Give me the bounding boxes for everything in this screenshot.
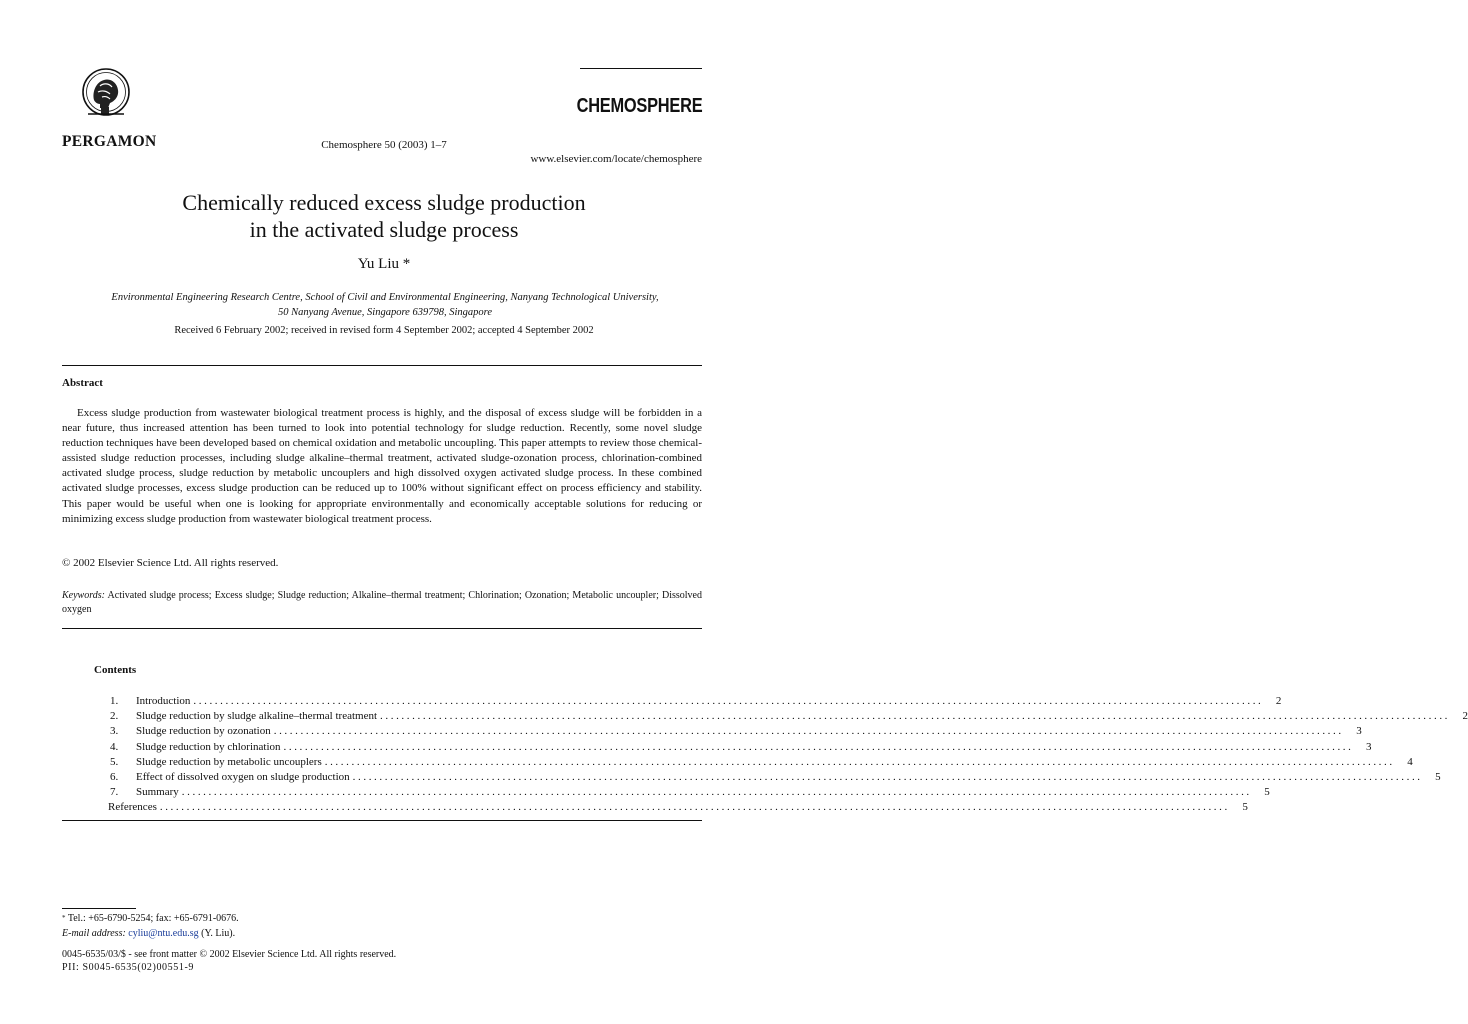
divider: [62, 365, 702, 366]
toc-leader: ........................................................................................................................................................................................................: [324, 755, 1395, 768]
toc-number: 7.: [110, 786, 119, 799]
toc-item[interactable]: [110, 740, 1372, 755]
email-suffix: (Y. Liu).: [198, 928, 236, 939]
toc-leader: ........................................................................................................................................................................................................: [159, 801, 1230, 814]
toc-leader: ........................................................................................................................................................................................................: [273, 725, 1344, 738]
table-of-contents: [108, 694, 1468, 816]
keywords-label: Keywords:: [62, 590, 105, 601]
author-name: Yu Liu: [357, 256, 399, 272]
toc-page: 2: [1462, 710, 1468, 723]
divider: [62, 628, 702, 629]
footnote-contact: Tel.: +65-6790-5254; fax: +65-6791-0676.: [65, 913, 239, 924]
elsevier-tree-logo-icon: [80, 66, 132, 122]
toc-page: 5: [1264, 786, 1270, 799]
footnote-contact-line: [62, 911, 239, 926]
toc-item[interactable]: [110, 694, 1282, 709]
title-line-1: Chemically reduced excess sludge production: [182, 190, 586, 215]
toc-number: 2.: [110, 710, 119, 723]
keywords-text: Activated sludge process; Excess sludge; Sludge reduction; Alkaline–thermal treatment; Chlorination; Ozonation; Metabolic uncoupler; Dissolved oxygen: [62, 590, 702, 615]
toc-item[interactable]: [108, 800, 1248, 815]
toc-leader: ........................................................................................................................................................................................................: [193, 695, 1264, 707]
email-link[interactable]: cyliu@ntu.edu.sg: [128, 928, 199, 939]
affiliation-line-2: 50 Nanyang Avenue, Singapore 639798, Singapore: [278, 307, 492, 318]
article-title: [0, 189, 768, 243]
toc-title: Sludge reduction by sludge alkaline–thermal treatment: [136, 710, 378, 723]
footnote: [62, 911, 239, 941]
toc-title: Sludge reduction by chlorination: [136, 740, 281, 753]
author: [0, 256, 768, 273]
author-footnote-mark[interactable]: *: [399, 256, 411, 272]
footnote-rule: [62, 908, 136, 909]
pii-line: PII: S0045-6535(02)00551-9: [62, 962, 194, 973]
abstract-copyright: © 2002 Elsevier Science Ltd. All rights reserved.: [62, 557, 279, 569]
journal-rule: [580, 68, 702, 69]
footnote-email-line: [62, 926, 239, 941]
contents-heading: Contents: [94, 664, 137, 676]
toc-page: 3: [1366, 740, 1372, 753]
toc-number: 6.: [110, 770, 119, 783]
toc-page: 5: [1435, 770, 1441, 783]
toc-title: Introduction: [136, 695, 191, 707]
toc-item[interactable]: [110, 709, 1468, 724]
toc-title: Effect of dissolved oxygen on sludge production: [136, 770, 350, 783]
toc-page: 4: [1407, 755, 1413, 768]
title-line-2: in the activated sludge process: [249, 217, 519, 242]
toc-title: Summary: [136, 786, 179, 799]
publisher-name: PERGAMON: [62, 133, 157, 150]
toc-leader: ........................................................................................................................................................................................................: [283, 740, 1354, 753]
issn-line: 0045-6535/03/$ - see front matter © 2002 Elsevier Science Ltd. All rights reserved.: [62, 949, 397, 960]
abstract-body: [62, 406, 702, 527]
affiliation-line-1: Environmental Engineering Research Centre, School of Civil and Environmental Engineering, Nanyang Technological University,: [111, 292, 659, 303]
toc-leader: ........................................................................................................................................................................................................: [181, 786, 1252, 799]
toc-title: References: [108, 801, 157, 814]
divider: [62, 820, 702, 821]
toc-number: 5.: [110, 755, 119, 768]
keywords: [62, 589, 702, 617]
abstract-heading: Abstract: [62, 377, 103, 389]
toc-number: 4.: [110, 740, 119, 753]
footnote-mark: *: [62, 914, 66, 922]
toc-item[interactable]: [110, 755, 1413, 770]
toc-leader: ........................................................................................................................................................................................................: [380, 710, 1451, 723]
toc-page: 2: [1275, 695, 1282, 707]
toc-leader: ........................................................................................................................................................................................................: [352, 770, 1423, 783]
affiliation: [70, 290, 700, 320]
toc-item[interactable]: [110, 724, 1362, 739]
toc-item[interactable]: [110, 785, 1270, 800]
email-label: E-mail address:: [62, 928, 126, 939]
journal-url[interactable]: www.elsevier.com/locate/chemosphere: [530, 153, 702, 165]
abstract-text: Excess sludge production from wastewater biological treatment process is highly, and the disposal of excess sludge will be forbidden in a near future, thus increased attention has been turned to look into potential technology for sludge reduction. Recently, some novel sludge reduction techniques have been developed based on chemical oxidation and metabolic uncoupling. This paper attempts to review those chemical-assisted sludge reduction processes, including sludge alkaline–thermal treatment, activated sludge-ozonation process, chlorination-combined activated sludge process, sludge reduction by metabolic uncouplers and high dissolved oxygen activated sludge process. In these combined activated sludge processes, excess sludge production can be reduced up to 100% without significant effect on process efficiency and stability. This paper would be useful when one is looking for appropriate environmentally and economically acceptable solutions for reducing or minimizing excess sludge production from wastewater biological treatment process.: [62, 407, 702, 525]
toc-page: 3: [1356, 725, 1362, 738]
article-dates: Received 6 February 2002; received in revised form 4 September 2002; accepted 4 September 2002: [174, 325, 594, 336]
toc-item[interactable]: [110, 770, 1441, 785]
journal-name: CHEMOSPHERE: [576, 95, 702, 117]
journal-citation: Chemosphere 50 (2003) 1–7: [321, 139, 447, 151]
toc-title: Sludge reduction by ozonation: [136, 725, 271, 738]
toc-title: Sludge reduction by metabolic uncouplers: [136, 755, 322, 768]
toc-number: 3.: [110, 725, 119, 738]
toc-number: 1.: [110, 695, 119, 707]
toc-page: 5: [1242, 801, 1248, 814]
